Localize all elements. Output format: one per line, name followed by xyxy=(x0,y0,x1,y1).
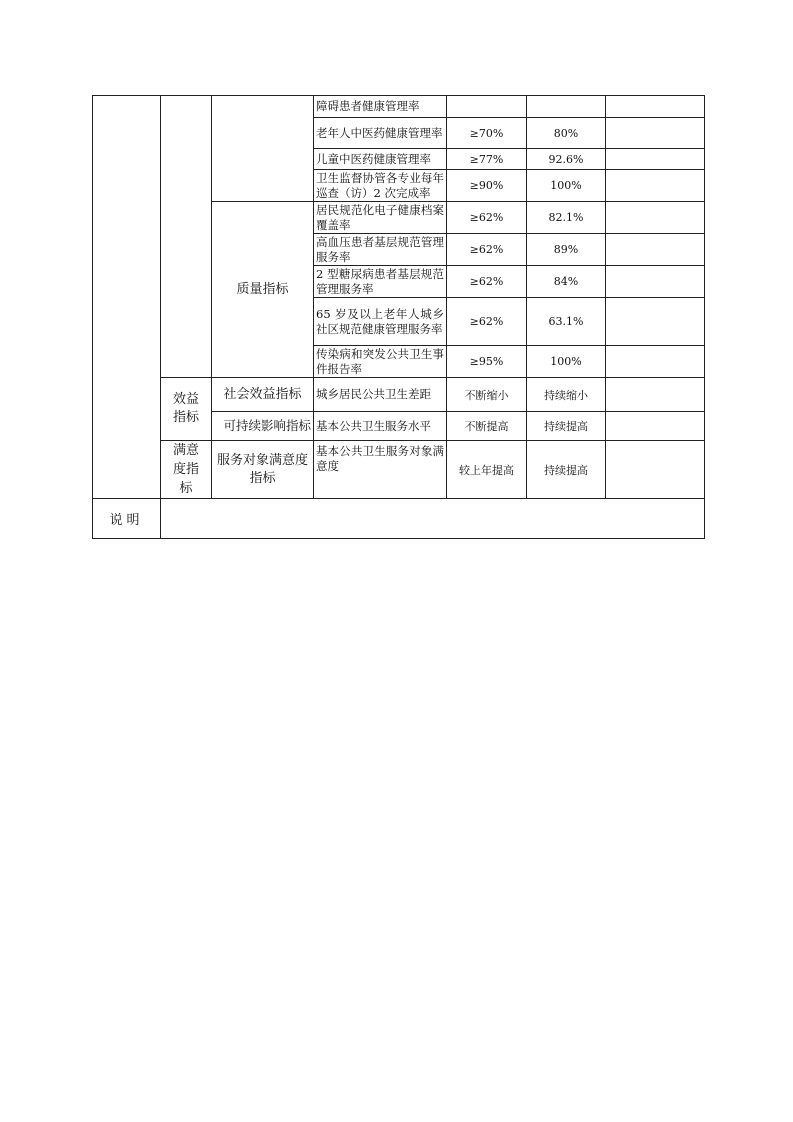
performance-indicator-table xyxy=(92,95,705,539)
deviation-note xyxy=(606,96,705,118)
remarks-label: 说明 xyxy=(93,499,161,539)
social-benefit-indicator-label: 社会效益指标 xyxy=(212,378,314,412)
target-value: ≥77% xyxy=(447,149,527,170)
first-level-indicator-cell xyxy=(93,96,161,499)
actual-value: 持续提高 xyxy=(527,441,606,499)
indicator-name: 老年人中医药健康管理率 xyxy=(314,118,447,149)
actual-value: 100% xyxy=(527,346,606,378)
deviation-note xyxy=(606,346,705,378)
indicator-name: 传染病和突发公共卫生事件报告率 xyxy=(314,346,447,378)
deviation-note xyxy=(606,298,705,346)
indicator-name: 障碍患者健康管理率 xyxy=(314,96,447,118)
indicator-name: 高血压患者基层规范管理服务率 xyxy=(314,234,447,266)
quality-indicator-label: 质量指标 xyxy=(212,202,314,378)
actual-value: 82.1% xyxy=(527,202,606,234)
indicator-name: 卫生监督协管各专业每年巡查（访）2 次完成率 xyxy=(314,170,447,202)
deviation-note xyxy=(606,266,705,298)
service-satisfaction-indicator-label: 服务对象满意度指标 xyxy=(212,441,314,499)
target-value: ≥62% xyxy=(447,298,527,346)
actual-value xyxy=(527,96,606,118)
deviation-note xyxy=(606,149,705,170)
actual-value: 100% xyxy=(527,170,606,202)
sustainable-impact-indicator-label: 可持续影响指标 xyxy=(212,412,314,441)
target-value: ≥90% xyxy=(447,170,527,202)
target-value: ≥62% xyxy=(447,234,527,266)
actual-value: 持续缩小 xyxy=(527,378,606,412)
table-row xyxy=(93,378,705,412)
deviation-note xyxy=(606,234,705,266)
deviation-note xyxy=(606,412,705,441)
target-value: 不断提高 xyxy=(447,412,527,441)
indicator-name: 65 岁及以上老年人城乡社区规范健康管理服务率 xyxy=(314,298,447,346)
indicator-name: 基本公共卫生服务水平 xyxy=(314,412,447,441)
deviation-note xyxy=(606,441,705,499)
actual-value: 84% xyxy=(527,266,606,298)
satisfaction-indicator-label: 满意度指标 xyxy=(161,441,212,499)
table-row xyxy=(93,96,705,118)
indicator-name: 基本公共卫生服务对象满意度 xyxy=(314,441,447,499)
table-row xyxy=(93,441,705,499)
benefit-indicator-label: 效益指标 xyxy=(161,378,212,441)
remarks-value xyxy=(161,499,705,539)
actual-value: 63.1% xyxy=(527,298,606,346)
actual-value: 持续提高 xyxy=(527,412,606,441)
target-value: ≥95% xyxy=(447,346,527,378)
target-value: ≥62% xyxy=(447,266,527,298)
target-value: 不断缩小 xyxy=(447,378,527,412)
deviation-note xyxy=(606,202,705,234)
indicator-name: 儿童中医药健康管理率 xyxy=(314,149,447,170)
target-value xyxy=(447,96,527,118)
third-level-quantity-cell xyxy=(212,96,314,202)
indicator-name: 居民规范化电子健康档案覆盖率 xyxy=(314,202,447,234)
target-value: ≥70% xyxy=(447,118,527,149)
actual-value: 80% xyxy=(527,118,606,149)
table-footer-row xyxy=(93,499,705,539)
target-value: ≥62% xyxy=(447,202,527,234)
target-value: 较上年提高 xyxy=(447,441,527,499)
indicator-name: 2 型糖尿病患者基层规范管理服务率 xyxy=(314,266,447,298)
actual-value: 92.6% xyxy=(527,149,606,170)
actual-value: 89% xyxy=(527,234,606,266)
deviation-note xyxy=(606,118,705,149)
indicator-name: 城乡居民公共卫生差距 xyxy=(314,378,447,412)
deviation-note xyxy=(606,378,705,412)
deviation-note xyxy=(606,170,705,202)
second-level-indicator-cell xyxy=(161,96,212,378)
